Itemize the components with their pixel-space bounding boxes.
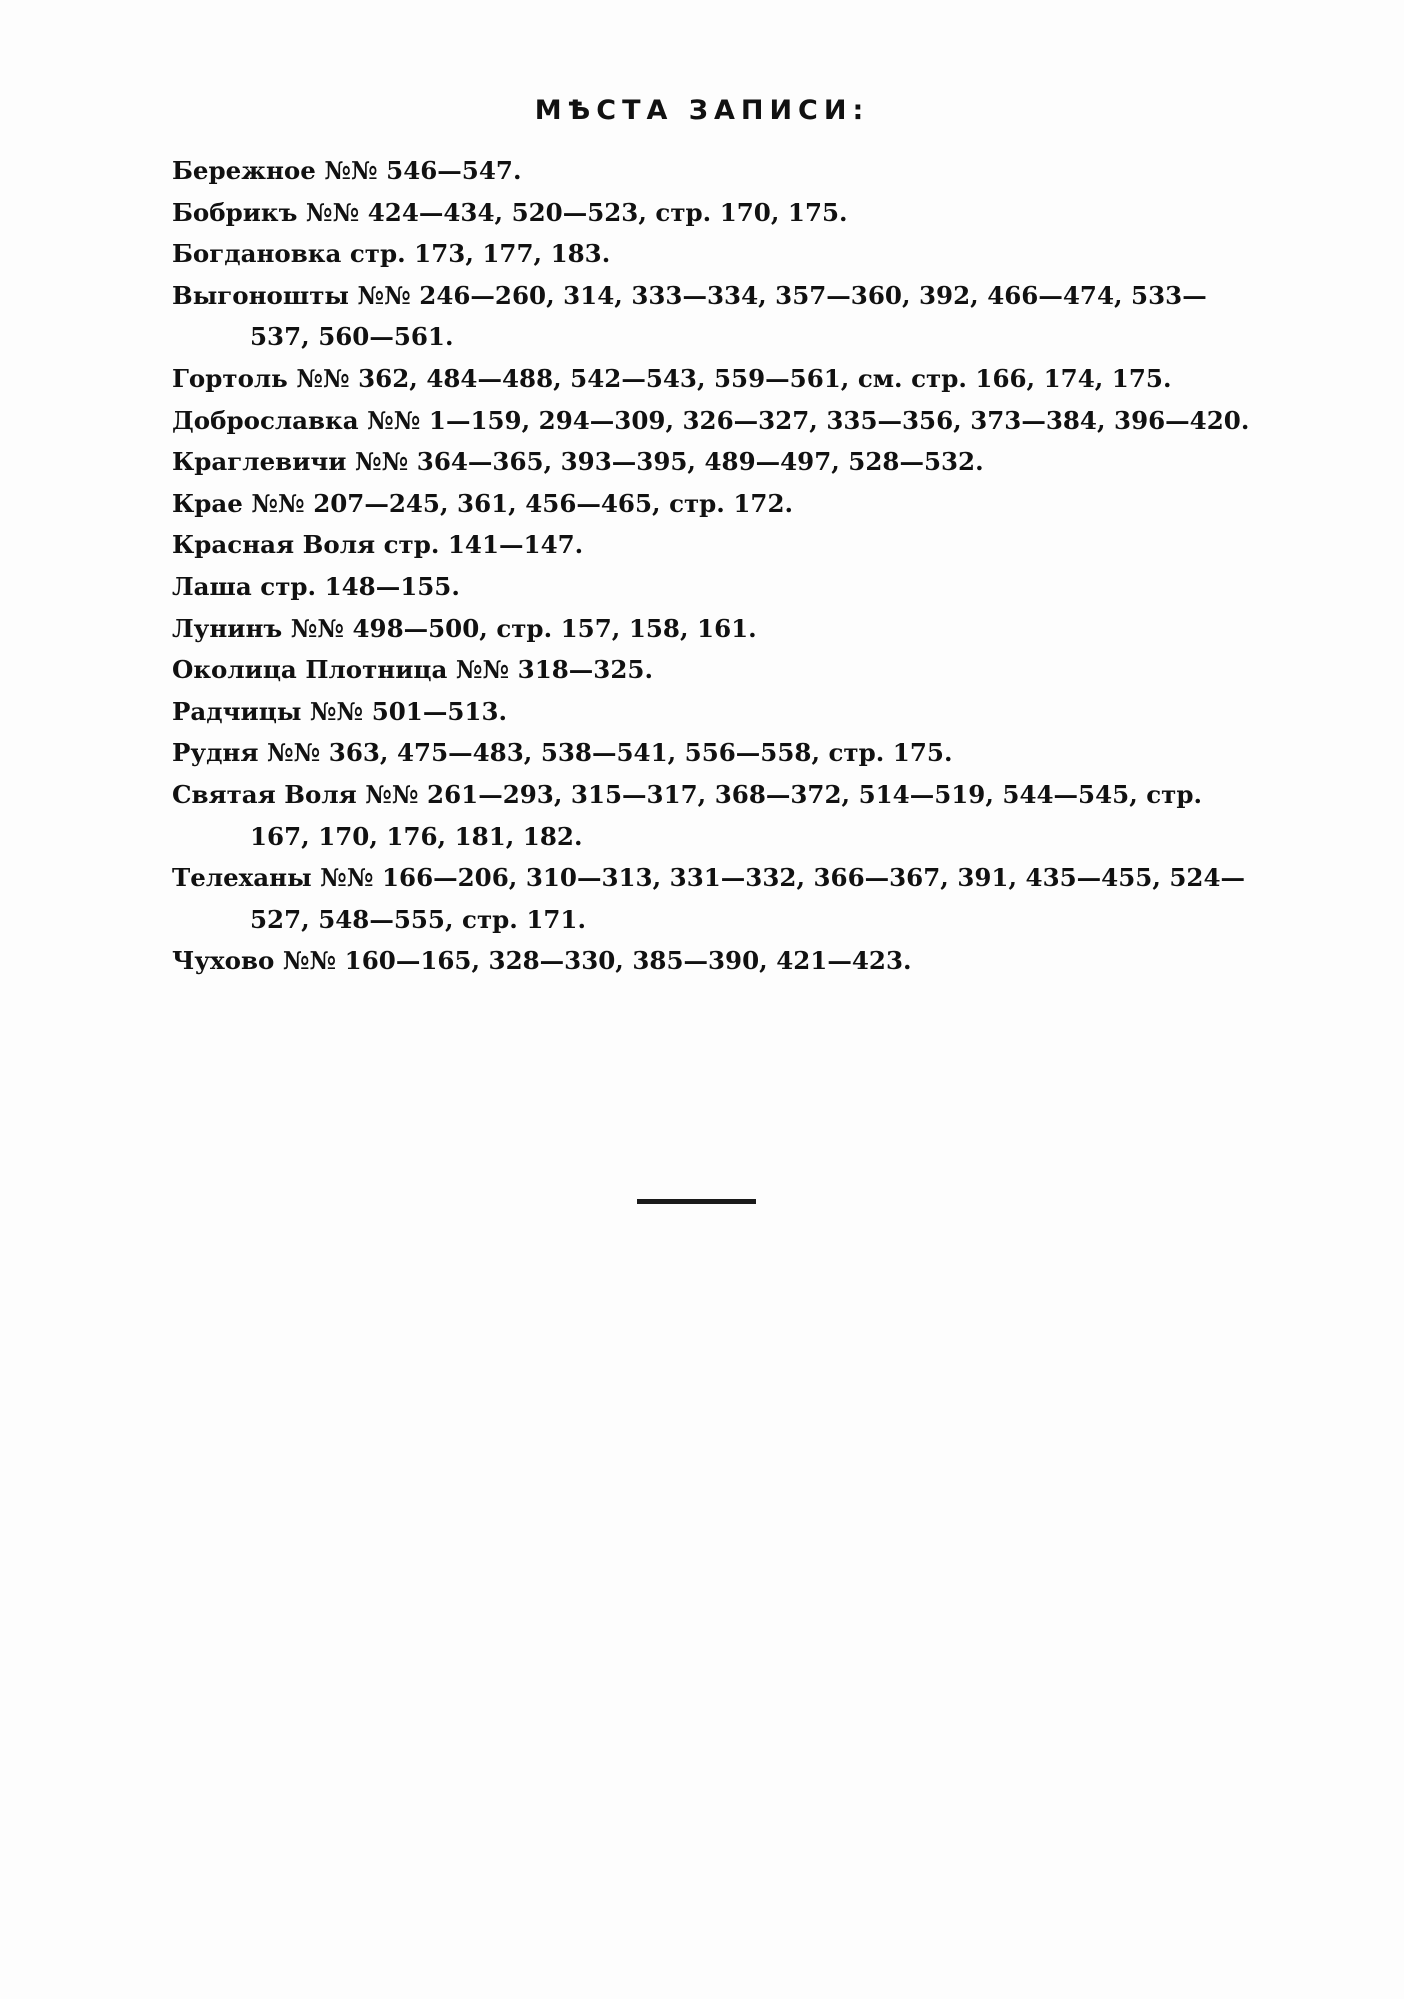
- index-entry: Бережное №№ 546—547.: [172, 156, 522, 185]
- index-entry: Доброславка №№ 1—159, 294—309, 326—327, 335—356, 373—384, 396—420.: [172, 405, 1250, 435]
- section-end-rule: [637, 1199, 756, 1204]
- index-entry: Лаша стр. 148—155.: [172, 571, 460, 601]
- index-entry: Гортоль №№ 362, 484—488, 542—543, 559—561, см. стр. 166, 174, 175.: [172, 363, 1172, 393]
- index-entry: Рудня №№ 363, 475—483, 538—541, 556—558, стр. 175.: [172, 738, 953, 768]
- index-entry: Радчицы №№ 501—513.: [172, 696, 508, 726]
- index-entry: Краглевичи №№ 364—365, 393—395, 489—497, 528—532.: [172, 447, 984, 477]
- index-entry: Выгоношты №№ 246—260, 314, 333—334, 357—360, 392, 466—474, 533—537, 560—561.: [172, 280, 1207, 352]
- index-entry: Телеханы №№ 166—206, 310—313, 331—332, 366—367, 391, 435—455, 524—527, 548—555, стр. 171.: [172, 863, 1246, 934]
- index-entry: Лунинъ №№ 498—500, стр. 157, 158, 161.: [172, 613, 757, 643]
- index-entry: Святая Воля №№ 261—293, 315—317, 368—372, 514—519, 544—545, стр. 167, 170, 176, 181, 182.: [172, 779, 1203, 851]
- section-heading: МѢСТА ЗАПИСИ:: [534, 95, 870, 126]
- index-entry: Богдановка стр. 173, 177, 183.: [172, 239, 611, 269]
- index-entry: Крае №№ 207—245, 361, 456—465, стр. 172.: [172, 488, 794, 518]
- index-entry: Бобрикъ №№ 424—434, 520—523, стр. 170, 175.: [172, 197, 848, 227]
- place-index-list: [172, 150, 1252, 982]
- index-entry: Чухово №№ 160—165, 328—330, 385—390, 421—423.: [172, 946, 912, 976]
- index-entry: Красная Воля стр. 141—147.: [172, 530, 584, 560]
- index-entry: Околица Плотница №№ 318—325.: [172, 655, 653, 685]
